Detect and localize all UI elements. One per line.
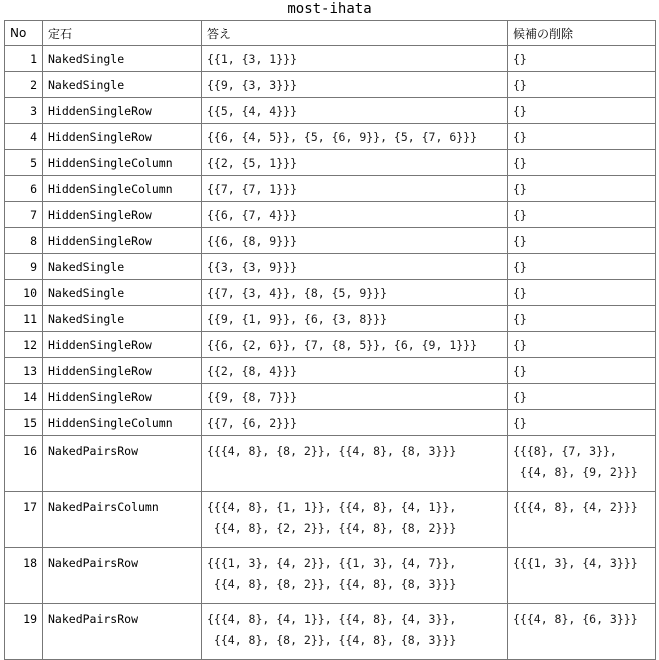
table-row xyxy=(5,228,656,254)
answer-cell: {{6, {8, 9}}} xyxy=(202,228,508,254)
removal-cell: {} xyxy=(508,280,656,306)
row-number: 13 xyxy=(5,358,43,384)
answer-cell: {{5, {4, 4}}} xyxy=(202,98,508,124)
answer-cell: {{2, {5, 1}}} xyxy=(202,150,508,176)
table-row xyxy=(5,98,656,124)
technique-cell: NakedSingle xyxy=(43,280,202,306)
answer-cell: {{7, {6, 2}}} xyxy=(202,410,508,436)
row-number: 7 xyxy=(5,202,43,228)
table-row xyxy=(5,410,656,436)
answer-cell: {{9, {8, 7}}} xyxy=(202,384,508,410)
technique-cell: HiddenSingleRow xyxy=(43,332,202,358)
row-number: 8 xyxy=(5,228,43,254)
technique-cell: NakedSingle xyxy=(43,46,202,72)
answer-cell: {{7, {7, 1}}} xyxy=(202,176,508,202)
technique-cell: NakedSingle xyxy=(43,254,202,280)
row-number: 15 xyxy=(5,410,43,436)
removal-cell: {} xyxy=(508,98,656,124)
table-row xyxy=(5,202,656,228)
answer-cell: {{6, {2, 6}}, {7, {8, 5}}, {6, {9, 1}}} xyxy=(202,332,508,358)
header-technique: 定石 xyxy=(43,21,202,46)
technique-cell: NakedSingle xyxy=(43,306,202,332)
answer-cell: {{9, {3, 3}}} xyxy=(202,72,508,98)
answer-cell: {{9, {1, 9}}, {6, {3, 8}}} xyxy=(202,306,508,332)
row-number: 11 xyxy=(5,306,43,332)
table-row xyxy=(5,384,656,410)
removal-cell: {} xyxy=(508,358,656,384)
row-number: 14 xyxy=(5,384,43,410)
table-row xyxy=(5,332,656,358)
technique-cell: HiddenSingleColumn xyxy=(43,410,202,436)
answer-cell: {{2, {8, 4}}} xyxy=(202,358,508,384)
table-row xyxy=(5,548,656,604)
answer-cell: {{7, {3, 4}}, {8, {5, 9}}} xyxy=(202,280,508,306)
technique-cell: HiddenSingleColumn xyxy=(43,176,202,202)
removal-cell: {} xyxy=(508,124,656,150)
row-number: 10 xyxy=(5,280,43,306)
answer-cell: {{6, {7, 4}}} xyxy=(202,202,508,228)
technique-cell: NakedPairsColumn xyxy=(43,492,202,548)
technique-cell: NakedPairsRow xyxy=(43,436,202,492)
answer-cell: {{{4, 8}, {1, 1}}, {{4, 8}, {4, 1}}, {{4, 8}, {2, 2}}, {{4, 8}, {8, 2}}} xyxy=(202,492,508,548)
technique-cell: NakedSingle xyxy=(43,72,202,98)
removal-cell: {} xyxy=(508,228,656,254)
removal-cell: {{{8}, {7, 3}}, {{4, 8}, {9, 2}}} xyxy=(508,436,656,492)
table-header-row xyxy=(5,21,656,46)
page-title: most-ihata xyxy=(287,1,372,17)
answer-cell: {{3, {3, 9}}} xyxy=(202,254,508,280)
table-row xyxy=(5,492,656,548)
table-row xyxy=(5,280,656,306)
row-number: 17 xyxy=(5,492,43,548)
table-row xyxy=(5,176,656,202)
removal-cell: {} xyxy=(508,332,656,358)
table-row xyxy=(5,124,656,150)
removal-cell: {} xyxy=(508,254,656,280)
results-table xyxy=(4,20,656,660)
technique-cell: HiddenSingleRow xyxy=(43,202,202,228)
technique-cell: NakedPairsRow xyxy=(43,604,202,660)
technique-cell: HiddenSingleRow xyxy=(43,98,202,124)
technique-cell: HiddenSingleRow xyxy=(43,384,202,410)
technique-cell: HiddenSingleRow xyxy=(43,228,202,254)
header-removal: 候補の削除 xyxy=(508,21,656,46)
answer-cell: {{{4, 8}, {4, 1}}, {{4, 8}, {4, 3}}, {{4, 8}, {8, 2}}, {{4, 8}, {8, 3}}} xyxy=(202,604,508,660)
removal-cell: {} xyxy=(508,410,656,436)
header-no: No xyxy=(5,21,43,46)
answer-cell: {{6, {4, 5}}, {5, {6, 9}}, {5, {7, 6}}} xyxy=(202,124,508,150)
removal-cell: {} xyxy=(508,72,656,98)
table-row xyxy=(5,436,656,492)
technique-cell: HiddenSingleColumn xyxy=(43,150,202,176)
removal-cell: {} xyxy=(508,384,656,410)
removal-cell: {} xyxy=(508,306,656,332)
technique-cell: NakedPairsRow xyxy=(43,548,202,604)
row-number: 6 xyxy=(5,176,43,202)
answer-cell: {{{1, 3}, {4, 2}}, {{1, 3}, {4, 7}}, {{4, 8}, {8, 2}}, {{4, 8}, {8, 3}}} xyxy=(202,548,508,604)
table-row xyxy=(5,604,656,660)
table-row xyxy=(5,72,656,98)
removal-cell: {} xyxy=(508,202,656,228)
answer-cell: {{1, {3, 1}}} xyxy=(202,46,508,72)
row-number: 2 xyxy=(5,72,43,98)
row-number: 5 xyxy=(5,150,43,176)
row-number: 1 xyxy=(5,46,43,72)
table-row xyxy=(5,306,656,332)
removal-cell: {{{4, 8}, {4, 2}}} xyxy=(508,492,656,548)
answer-cell: {{{4, 8}, {8, 2}}, {{4, 8}, {8, 3}}} xyxy=(202,436,508,492)
removal-cell: {{{1, 3}, {4, 3}}} xyxy=(508,548,656,604)
row-number: 9 xyxy=(5,254,43,280)
technique-cell: HiddenSingleRow xyxy=(43,124,202,150)
row-number: 3 xyxy=(5,98,43,124)
table-row xyxy=(5,150,656,176)
removal-cell: {} xyxy=(508,46,656,72)
table-row xyxy=(5,46,656,72)
row-number: 12 xyxy=(5,332,43,358)
table-row xyxy=(5,254,656,280)
row-number: 18 xyxy=(5,548,43,604)
removal-cell: {} xyxy=(508,150,656,176)
removal-cell: {} xyxy=(508,176,656,202)
header-answer: 答え xyxy=(202,21,508,46)
row-number: 16 xyxy=(5,436,43,492)
technique-cell: HiddenSingleRow xyxy=(43,358,202,384)
table-row xyxy=(5,358,656,384)
row-number: 19 xyxy=(5,604,43,660)
removal-cell: {{{4, 8}, {6, 3}}} xyxy=(508,604,656,660)
row-number: 4 xyxy=(5,124,43,150)
